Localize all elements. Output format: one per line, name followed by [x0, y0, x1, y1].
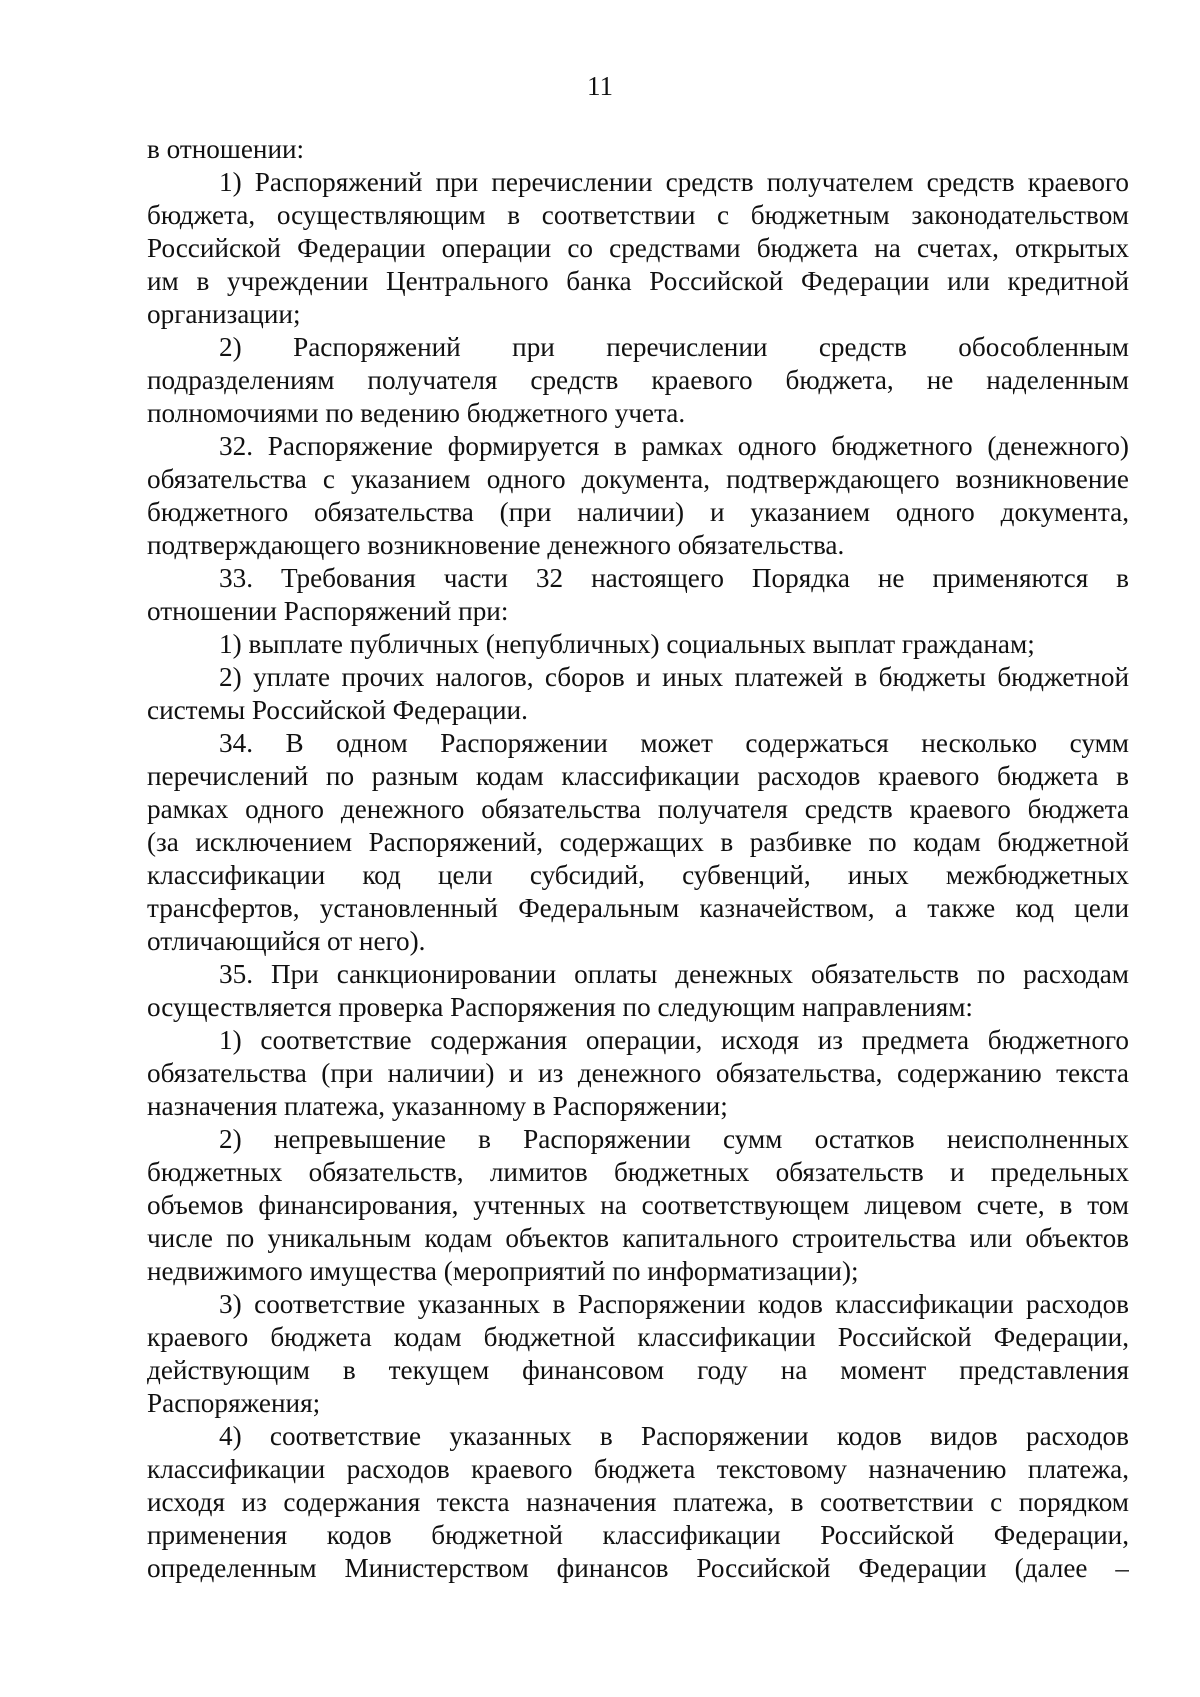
text-line: 2) уплате прочих налогов, сборов и иных платежей в бюджеты бюджетной — [219, 662, 1129, 692]
text-line: 34. В одном Распоряжении может содержаться несколько сумм — [219, 728, 1129, 758]
text-line: 35. При санкционировании оплаты денежных обязательств по расходам — [219, 959, 1129, 989]
text-line: в отношении: — [147, 134, 305, 164]
text-line: 2) непревышение в Распоряжении сумм остатков неисполненных — [219, 1124, 1129, 1154]
text-line: действующим в текущем финансовом году на момент представления — [147, 1355, 1129, 1385]
text-line: организации; — [147, 299, 301, 329]
text-line: классификации код цели субсидий, субвенций, иных межбюджетных — [147, 860, 1129, 890]
text-line: бюджетных обязательств, лимитов бюджетных обязательств и предельных — [147, 1157, 1129, 1187]
text-line: Российской Федерации операции со средствами бюджета на счетах, открытых — [147, 233, 1129, 263]
text-line: бюджета, осуществляющим в соответствии с бюджетным законодательством — [147, 200, 1129, 230]
text-line: 4) соответствие указанных в Распоряжении кодов видов расходов — [219, 1421, 1129, 1451]
text-line: 2) Распоряжений при перечислении средств обособленным — [219, 332, 1129, 362]
text-line: 1) выплате публичных (непубличных) социальных выплат гражданам; — [219, 629, 1035, 659]
text-line: 3) соответствие указанных в Распоряжении кодов классификации расходов — [219, 1289, 1129, 1319]
text-line: Распоряжения; — [147, 1388, 321, 1418]
text-line: подтверждающего возникновение денежного обязательства. — [147, 530, 845, 560]
text-line: 1) Распоряжений при перечислении средств получателем средств краевого — [219, 167, 1129, 197]
document-body — [147, 133, 1129, 1585]
page-number: 11 — [587, 71, 613, 101]
text-line: классификации расходов краевого бюджета текстовому назначению платежа, — [147, 1454, 1129, 1484]
text-line: недвижимого имущества (мероприятий по информатизации); — [147, 1256, 859, 1286]
text-line: обязательства с указанием одного документа, подтверждающего возникновение — [147, 464, 1129, 494]
text-line: полномочиями по ведению бюджетного учета. — [147, 398, 686, 428]
text-line: обязательства (при наличии) и из денежного обязательства, содержанию текста — [147, 1058, 1129, 1088]
text-line: краевого бюджета кодам бюджетной классификации Российской Федерации, — [147, 1322, 1129, 1352]
text-line: применения кодов бюджетной классификации Российской Федерации, — [147, 1520, 1129, 1550]
text-line: 33. Требования части 32 настоящего Порядка не применяются в — [219, 563, 1129, 593]
text-line: объемов финансирования, учтенных на соответствующем лицевом счете, в том — [147, 1190, 1129, 1220]
text-line: числе по уникальным кодам объектов капитального строительства или объектов — [147, 1223, 1129, 1253]
text-line: (за исключением Распоряжений, содержащих в разбивке по кодам бюджетной — [147, 827, 1129, 857]
text-line: отличающийся от него). — [147, 926, 426, 956]
text-line: назначения платежа, указанному в Распоряжении; — [147, 1091, 728, 1121]
text-line: бюджетного обязательства (при наличии) и указанием одного документа, — [147, 497, 1129, 527]
text-line: осуществляется проверка Распоряжения по следующим направлениям: — [147, 992, 973, 1022]
text-line: рамках одного денежного обязательства получателя средств краевого бюджета — [147, 794, 1129, 824]
text-line: им в учреждении Центрального банка Российской Федерации или кредитной — [147, 266, 1129, 296]
text-line: отношении Распоряжений при: — [147, 596, 509, 626]
text-line: системы Российской Федерации. — [147, 695, 528, 725]
text-line: перечислений по разным кодам классификации расходов краевого бюджета в — [147, 761, 1129, 791]
text-line: исходя из содержания текста назначения платежа, в соответствии с порядком — [147, 1487, 1129, 1517]
text-line: 32. Распоряжение формируется в рамках одного бюджетного (денежного) — [219, 431, 1129, 461]
text-line: трансфертов, установленный Федеральным казначейством, а также код цели — [147, 893, 1129, 923]
text-line: подразделениям получателя средств краевого бюджета, не наделенным — [147, 365, 1129, 395]
text-line: определенным Министерством финансов Российской Федерации (далее – — [147, 1553, 1129, 1583]
text-line: 1) соответствие содержания операции, исходя из предмета бюджетного — [219, 1025, 1129, 1055]
